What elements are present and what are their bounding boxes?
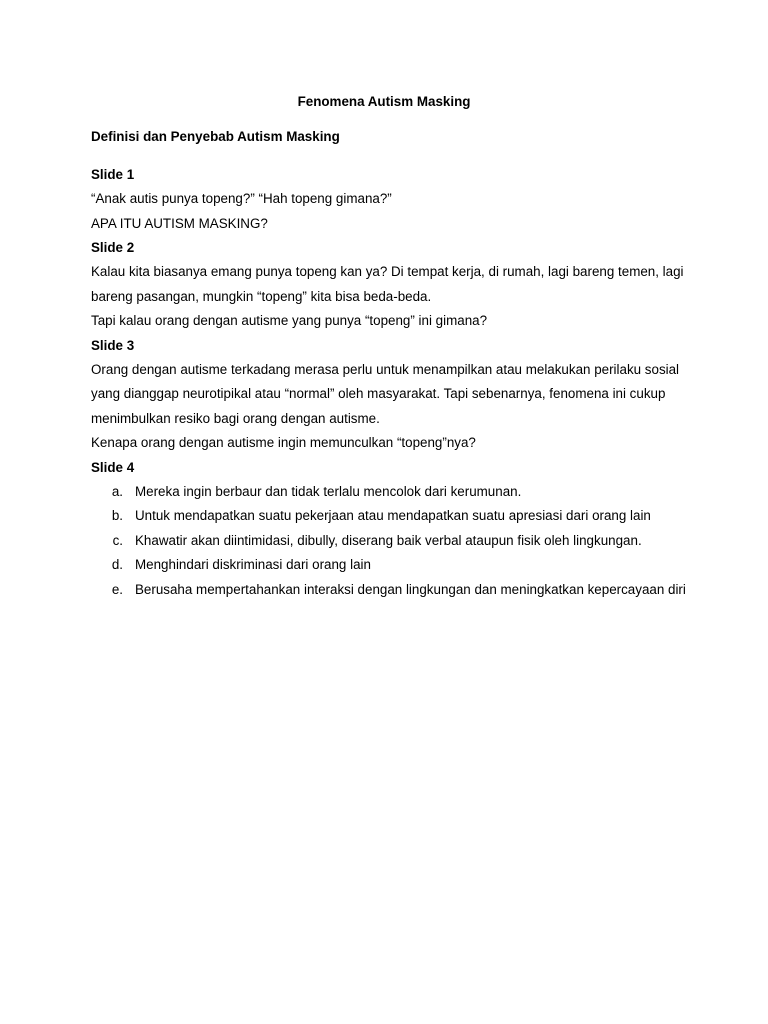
list-item [91, 578, 691, 603]
slide-3-section [91, 334, 691, 456]
list-marker: c. [112, 532, 123, 548]
list-item [91, 529, 691, 554]
slide-2-section [91, 236, 691, 334]
paragraph: APA ITU AUTISM MASKING? [91, 215, 268, 231]
document-subtitle: Definisi dan Penyebab Autism Masking [91, 129, 340, 144]
paragraph: “Anak autis punya topeng?” “Hah topeng gimana?” [91, 191, 392, 206]
slide-heading: Slide 4 [91, 459, 135, 475]
slide-heading: Slide 1 [91, 167, 135, 182]
list-item-text: Mereka ingin berbaur dan tidak terlalu mencolok dari kerumunan. [135, 483, 522, 499]
slide-1-section [91, 163, 691, 236]
slide-heading: Slide 2 [91, 240, 135, 255]
list-marker: a. [111, 483, 123, 499]
paragraph: Kenapa orang dengan autisme ingin memunculkan “topeng”nya? [91, 435, 476, 450]
list-item [91, 553, 691, 578]
list-item [91, 504, 691, 529]
slide-heading: Slide 3 [91, 337, 135, 353]
list-marker: e. [111, 581, 123, 597]
document-title: Fenomena Autism Masking [297, 94, 471, 109]
reasons-list [91, 480, 691, 603]
list-item-text: Berusaha mempertahankan interaksi dengan lingkungan dan meningkatkan kepercayaan diri [135, 581, 686, 597]
list-marker: b. [111, 508, 123, 523]
list-item-text: Untuk mendapatkan suatu pekerjaan atau mendapatkan suatu apresiasi dari orang lain [135, 508, 651, 523]
slide-4-section [91, 456, 691, 603]
paragraph: Orang dengan autisme terkadang merasa perlu untuk menampilkan atau melakukan perilaku sosial yang dianggap neurotipikal atau “normal” oleh masyarakat. Tapi sebenarnya, fenomena ini cukup menimbulkan resiko bagi orang dengan autisme. [91, 361, 680, 426]
list-item-text: Menghindari diskriminasi dari orang lain [135, 557, 371, 572]
document-body [91, 128, 691, 602]
list-item [91, 480, 691, 505]
paragraph: Kalau kita biasanya emang punya topeng kan ya? Di tempat kerja, di rumah, lagi bareng temen, lagi bareng pasangan, mungkin “topeng” kita bisa beda-beda. [91, 264, 684, 304]
list-item-text: Khawatir akan diintimidasi, dibully, diserang baik verbal ataupun fisik oleh lingkungan. [135, 532, 642, 548]
paragraph: Tapi kalau orang dengan autisme yang punya “topeng” ini gimana? [91, 313, 488, 328]
list-marker: d. [111, 557, 123, 572]
